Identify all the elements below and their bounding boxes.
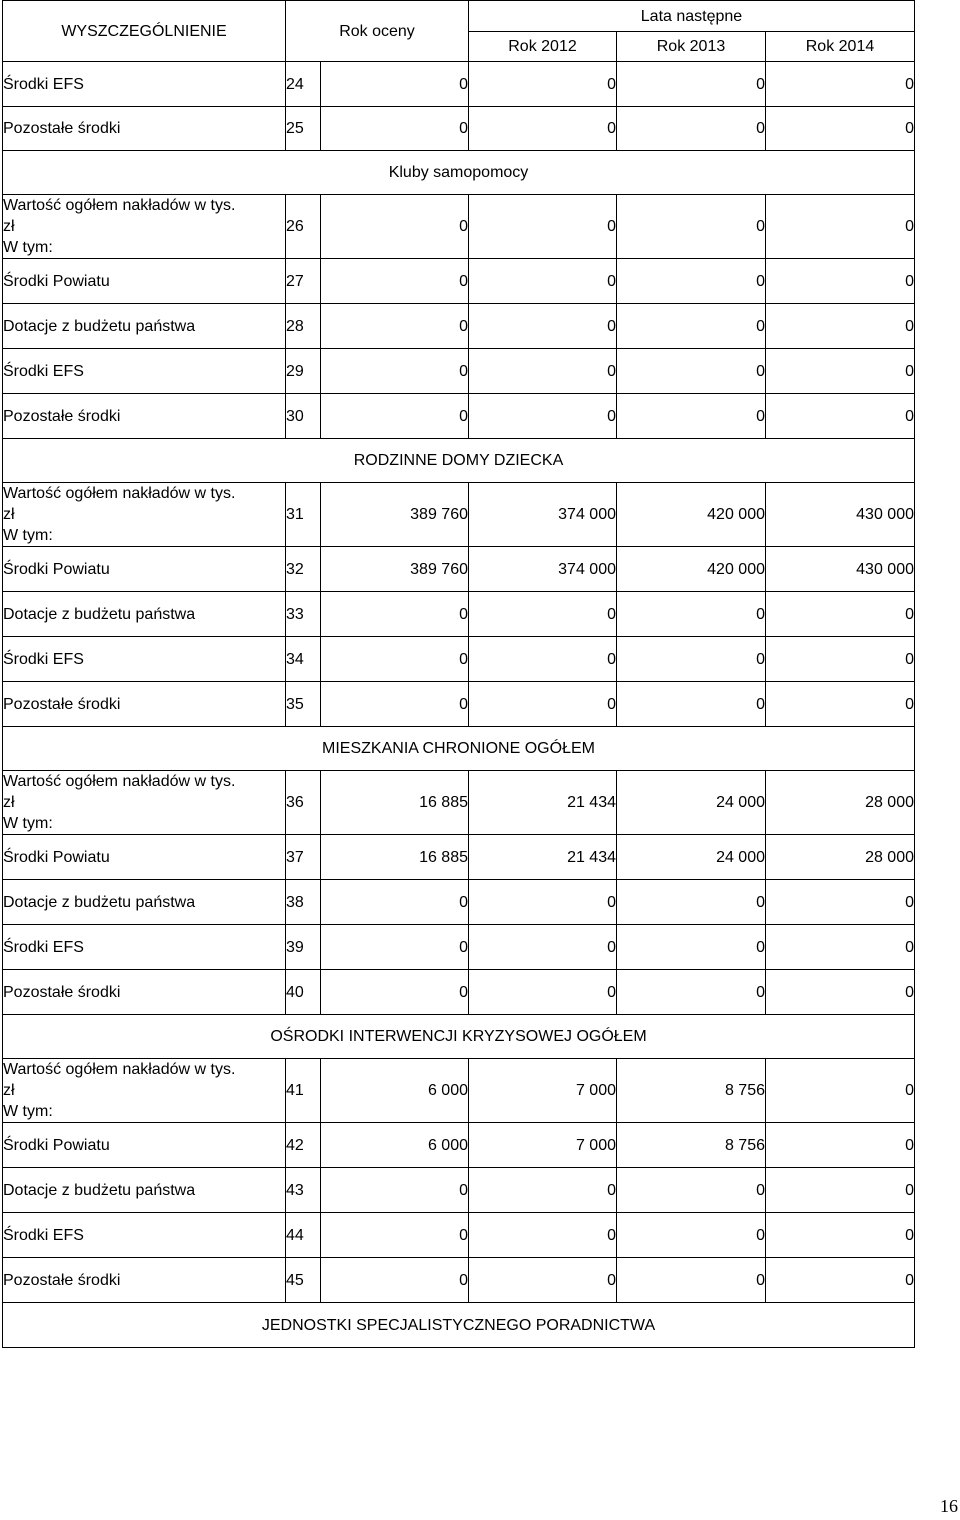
row-number: 42 — [286, 1123, 321, 1168]
total-label-line: Wartość ogółem nakładów w tys. — [3, 197, 236, 214]
cell-value: 0 — [766, 195, 915, 259]
row-label: Środki EFS — [3, 62, 286, 107]
total-label-line: W tym: — [3, 239, 53, 256]
cell-value: 420 000 — [617, 483, 766, 547]
cell-value: 0 — [469, 195, 617, 259]
total-label-line: W tym: — [3, 1103, 53, 1120]
row-label: Dotacje z budżetu państwa — [3, 592, 286, 637]
table-row — [3, 547, 915, 592]
cell-value: 21 434 — [469, 835, 617, 880]
table-row — [3, 592, 915, 637]
cell-value: 0 — [766, 349, 915, 394]
row-label: Dotacje z budżetu państwa — [3, 880, 286, 925]
total-label — [3, 1059, 286, 1123]
cell-value: 0 — [321, 394, 469, 439]
cell-value: 0 — [469, 1258, 617, 1303]
row-number: 26 — [286, 195, 321, 259]
section-title: MIESZKANIA CHRONIONE OGÓŁEM — [3, 727, 915, 771]
table-row — [3, 970, 915, 1015]
total-label — [3, 771, 286, 835]
cell-value: 0 — [617, 349, 766, 394]
row-number: 41 — [286, 1059, 321, 1123]
total-label-line: Wartość ogółem nakładów w tys. — [3, 485, 236, 502]
cell-value: 0 — [617, 394, 766, 439]
cell-value: 0 — [469, 970, 617, 1015]
cell-value: 16 885 — [321, 835, 469, 880]
cell-value: 389 760 — [321, 483, 469, 547]
cell-value: 0 — [321, 637, 469, 682]
col-header-rating-year: Rok oceny — [286, 1, 469, 62]
cell-value: 0 — [766, 107, 915, 151]
cell-value: 420 000 — [617, 547, 766, 592]
total-label-line: Wartość ogółem nakładów w tys. — [3, 773, 236, 790]
row-number: 40 — [286, 970, 321, 1015]
total-label-line: W tym: — [3, 527, 53, 544]
header-row — [3, 1, 915, 32]
row-number: 38 — [286, 880, 321, 925]
table-row — [3, 880, 915, 925]
row-label: Dotacje z budżetu państwa — [3, 304, 286, 349]
row-number: 32 — [286, 547, 321, 592]
cell-value: 0 — [469, 1213, 617, 1258]
cell-value: 6 000 — [321, 1059, 469, 1123]
cell-value: 0 — [766, 682, 915, 727]
cell-value: 0 — [321, 62, 469, 107]
table-row — [3, 682, 915, 727]
table-row — [3, 1258, 915, 1303]
row-label: Środki Powiatu — [3, 259, 286, 304]
row-number: 29 — [286, 349, 321, 394]
table-row — [3, 1168, 915, 1213]
cell-value: 0 — [617, 195, 766, 259]
cell-value: 8 756 — [617, 1123, 766, 1168]
table-row — [3, 107, 915, 151]
table-row — [3, 349, 915, 394]
col-header-year: Rok 2012 — [469, 32, 617, 62]
cell-value: 0 — [766, 1059, 915, 1123]
section-title: OŚRODKI INTERWENCJI KRYZYSOWEJ OGÓŁEM — [3, 1015, 915, 1059]
cell-value: 0 — [469, 62, 617, 107]
cell-value: 0 — [321, 195, 469, 259]
cell-value: 0 — [766, 259, 915, 304]
row-number: 30 — [286, 394, 321, 439]
row-number: 24 — [286, 62, 321, 107]
cell-value: 0 — [321, 304, 469, 349]
section-header-row — [3, 1015, 915, 1059]
cell-value: 0 — [321, 925, 469, 970]
table-row — [3, 1123, 915, 1168]
cell-value: 0 — [469, 107, 617, 151]
page-number: 16 — [940, 1496, 958, 1516]
cell-value: 0 — [321, 107, 469, 151]
section-title: Kluby samopomocy — [3, 151, 915, 195]
cell-value: 0 — [469, 394, 617, 439]
cell-value: 0 — [469, 304, 617, 349]
cell-value: 0 — [766, 394, 915, 439]
cell-value: 0 — [766, 970, 915, 1015]
table-row — [3, 62, 915, 107]
cell-value: 0 — [321, 1258, 469, 1303]
row-label: Pozostałe środki — [3, 394, 286, 439]
row-label: Środki EFS — [3, 637, 286, 682]
row-label: Pozostałe środki — [3, 1258, 286, 1303]
cell-value: 6 000 — [321, 1123, 469, 1168]
cell-value: 0 — [617, 682, 766, 727]
table-row — [3, 1213, 915, 1258]
col-header-year: Rok 2013 — [617, 32, 766, 62]
row-label: Pozostałe środki — [3, 970, 286, 1015]
row-number: 39 — [286, 925, 321, 970]
section-total-row — [3, 483, 915, 547]
cell-value: 0 — [766, 1123, 915, 1168]
cell-value: 0 — [766, 62, 915, 107]
row-number: 36 — [286, 771, 321, 835]
table-row — [3, 925, 915, 970]
cell-value: 28 000 — [766, 835, 915, 880]
cell-value: 374 000 — [469, 547, 617, 592]
table-row — [3, 259, 915, 304]
section-header-row — [3, 727, 915, 771]
total-label-line: zł — [3, 218, 15, 235]
total-label-line: Wartość ogółem nakładów w tys. — [3, 1061, 236, 1078]
section-total-row — [3, 771, 915, 835]
cell-value: 0 — [321, 880, 469, 925]
cell-value: 28 000 — [766, 771, 915, 835]
cell-value: 0 — [469, 880, 617, 925]
cell-value: 7 000 — [469, 1123, 617, 1168]
row-number: 34 — [286, 637, 321, 682]
total-label — [3, 483, 286, 547]
section-title: JEDNOSTKI SPECJALISTYCZNEGO PORADNICTWA — [3, 1303, 915, 1348]
cell-value: 21 434 — [469, 771, 617, 835]
row-label: Środki EFS — [3, 925, 286, 970]
cell-value: 0 — [617, 62, 766, 107]
cell-value: 0 — [617, 1258, 766, 1303]
table-row — [3, 637, 915, 682]
cell-value: 0 — [617, 259, 766, 304]
cell-value: 0 — [469, 682, 617, 727]
row-number: 35 — [286, 682, 321, 727]
cell-value: 0 — [766, 1213, 915, 1258]
cell-value: 0 — [766, 1258, 915, 1303]
row-number: 27 — [286, 259, 321, 304]
table-row — [3, 304, 915, 349]
cell-value: 0 — [469, 259, 617, 304]
total-label-line: zł — [3, 1082, 15, 1099]
cell-value: 0 — [321, 259, 469, 304]
row-label: Środki Powiatu — [3, 547, 286, 592]
table-row — [3, 394, 915, 439]
total-label — [3, 195, 286, 259]
row-label: Środki Powiatu — [3, 835, 286, 880]
cell-value: 0 — [321, 1213, 469, 1258]
cell-value: 0 — [617, 107, 766, 151]
table-row — [3, 835, 915, 880]
cell-value: 0 — [766, 925, 915, 970]
row-number: 44 — [286, 1213, 321, 1258]
section-total-row — [3, 195, 915, 259]
row-label: Środki EFS — [3, 349, 286, 394]
cell-value: 0 — [766, 880, 915, 925]
col-header-description: WYSZCZEGÓLNIENIE — [3, 1, 286, 62]
cell-value: 0 — [617, 592, 766, 637]
row-label: Pozostałe środki — [3, 682, 286, 727]
cell-value: 389 760 — [321, 547, 469, 592]
cell-value: 8 756 — [617, 1059, 766, 1123]
section-total-row — [3, 1059, 915, 1123]
cell-value: 0 — [617, 1168, 766, 1213]
cell-value: 0 — [321, 592, 469, 637]
cell-value: 0 — [321, 349, 469, 394]
row-number: 28 — [286, 304, 321, 349]
col-header-year: Rok 2014 — [766, 32, 915, 62]
cell-value: 0 — [617, 925, 766, 970]
cell-value: 0 — [766, 1168, 915, 1213]
cell-value: 24 000 — [617, 771, 766, 835]
cell-value: 0 — [469, 349, 617, 394]
row-number: 33 — [286, 592, 321, 637]
row-number: 37 — [286, 835, 321, 880]
total-label-line: zł — [3, 506, 15, 523]
row-label: Dotacje z budżetu państwa — [3, 1168, 286, 1213]
row-number: 31 — [286, 483, 321, 547]
cell-value: 0 — [617, 637, 766, 682]
cell-value: 0 — [766, 304, 915, 349]
cell-value: 24 000 — [617, 835, 766, 880]
section-header-row — [3, 151, 915, 195]
cell-value: 430 000 — [766, 483, 915, 547]
total-label-line: W tym: — [3, 815, 53, 832]
total-label-line: zł — [3, 794, 15, 811]
cell-value: 430 000 — [766, 547, 915, 592]
cell-value: 16 885 — [321, 771, 469, 835]
row-label: Środki Powiatu — [3, 1123, 286, 1168]
cell-value: 0 — [617, 970, 766, 1015]
cell-value: 0 — [617, 1213, 766, 1258]
section-title: RODZINNE DOMY DZIECKA — [3, 439, 915, 483]
cell-value: 0 — [469, 592, 617, 637]
cell-value: 0 — [766, 592, 915, 637]
investment-table — [2, 0, 915, 1348]
col-header-next-years: Lata następne — [469, 1, 915, 32]
cell-value: 7 000 — [469, 1059, 617, 1123]
cell-value: 0 — [469, 637, 617, 682]
cell-value: 0 — [766, 637, 915, 682]
cell-value: 0 — [321, 682, 469, 727]
cell-value: 0 — [469, 1168, 617, 1213]
cell-value: 0 — [617, 304, 766, 349]
row-number: 45 — [286, 1258, 321, 1303]
section-header-row — [3, 439, 915, 483]
row-label: Pozostałe środki — [3, 107, 286, 151]
cell-value: 0 — [321, 1168, 469, 1213]
cell-value: 0 — [321, 970, 469, 1015]
cell-value: 0 — [469, 925, 617, 970]
cell-value: 0 — [617, 880, 766, 925]
cell-value: 374 000 — [469, 483, 617, 547]
row-label: Środki EFS — [3, 1213, 286, 1258]
row-number: 43 — [286, 1168, 321, 1213]
row-number: 25 — [286, 107, 321, 151]
section-header-row — [3, 1303, 915, 1348]
